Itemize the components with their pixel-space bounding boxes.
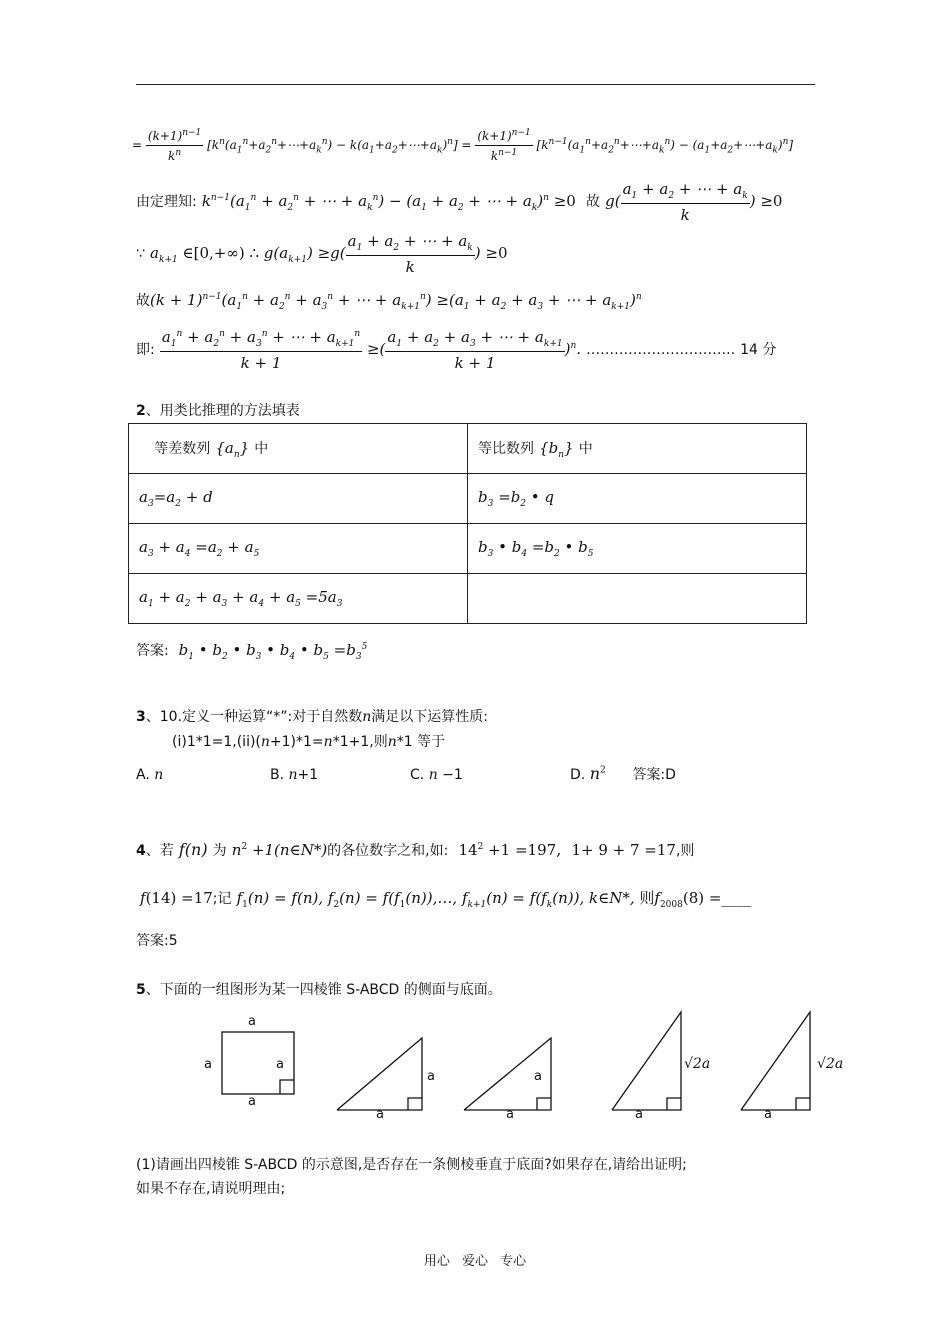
proof-line-5-score: 14 分 — [740, 342, 777, 358]
q3-answer: 答案:D — [632, 767, 676, 783]
triangle-3-right-angle — [667, 1098, 681, 1110]
label-tri1-base: a — [376, 1107, 384, 1122]
q4-line-2: f(14) =17;记 $f_1(n) = f(n)$, $f_2(n)$ = $f(f_1(n)),\dots$, $f_{k+1}(n) = f(f_k(n))$, k∈N*, 则$f_{2008}(8)$ =____ — [140, 889, 752, 910]
label-tri1-side: a — [427, 1069, 435, 1084]
table-cell: $a_1 + a_2 + a_3 + a_4 + a_5 =5a_3$ — [129, 574, 468, 624]
page-footer: 用心 爱心 专心 — [423, 1254, 527, 1269]
q5-title: 5、下面的一组图形为某一四棱锥 S-ABCD 的侧面与底面。 — [136, 982, 502, 998]
table-row — [129, 524, 807, 574]
square-right-angle — [280, 1080, 294, 1094]
q2-title-text: 、用类比推理的方法填表 — [145, 403, 300, 419]
option-a: A. n — [136, 767, 164, 783]
label-tri4-base: a — [764, 1107, 772, 1122]
table-cell: $b_3$ • $b_4 =b_2$ • $b_5$ — [468, 524, 807, 574]
table-cell: $a_3 + a_4 =a_2 + a_5$ — [129, 524, 468, 574]
proof-line-2: 由定理知: $k^{n-1}(a_1^n + a_2^n$ + ⋯ + $a_k^n) - (a_1 + a_2$ + ⋯ + $a_k)^n \ge 0$ 故 g( $\frac{a_1 + a_2 + \cdots + a_k}{k}$ ) ≥0 — [136, 180, 783, 224]
table-row — [129, 574, 807, 624]
label-tri4-sqrt2a: √2a — [817, 1056, 844, 1072]
table-cell: $b_3 =b_2$ • q — [468, 474, 807, 524]
label-square-top: a — [248, 1014, 256, 1029]
triangle-4-right-angle — [796, 1098, 810, 1110]
q3-conditions: (i)1*1=1,(ii)(n+1)*1=n*1+1,则n*1 等于 — [172, 734, 446, 750]
table-cell: $a_3=a_2 + d$ — [129, 474, 468, 524]
table-row — [129, 474, 807, 524]
q2-title — [136, 400, 300, 420]
proof-line-1: = $\frac{(k+1)^{n-1}}{k^n}$ [$k^n(a_1^n+a_2^n+\cdots+a_k^n)$ − $k(a_1+a_2+\cdots+a_k)^n$] = $\frac{(k+1)^{n-1}}{k^{n-1}}$ [$k^{n-1}(a_1^n+a_2^n+\cdots+a_k^n)$ − $(a_1+a_2+\cdots+a_k)^n$] — [132, 128, 794, 163]
label-tri2-side: a — [534, 1069, 542, 1084]
label-tri3-base: a — [635, 1107, 643, 1122]
header-rule — [136, 84, 815, 85]
proof-line-4-lead: 故 — [136, 293, 150, 309]
triangle-2-right-angle — [537, 1098, 551, 1110]
proof-line-5-dots: ………………………….. — [586, 342, 736, 358]
label-square-bottom: a — [248, 1094, 256, 1109]
label-tri3-sqrt2a: √2a — [684, 1056, 711, 1072]
table-cell-empty — [468, 574, 807, 624]
q2-answer: 答案: $b_1$ • $b_2$ • $b_3$ • $b_4$ • $b_5 =b_3^5$ — [136, 641, 368, 662]
proof-line-3: ∵ $a_{k+1}$ ∈[0,+∞) ∴ $g(a_{k+1}) \ge g$( $\frac{a_1 + a_2 + \cdots + a_k}{k}$ ) ≥0 — [136, 232, 508, 276]
proof-line-5-lead: 即: — [136, 342, 155, 358]
q5-sub1-line2: 如果不存在,请说明理由; — [136, 1181, 286, 1197]
proof-line-3-lead: ∵ — [136, 246, 145, 262]
triangle-1 — [337, 1038, 422, 1110]
label-tri2-base: a — [506, 1107, 514, 1122]
option-c: C. n −1 — [410, 767, 463, 783]
option-b: B. n+1 — [270, 767, 319, 783]
q2-number: 2 — [136, 403, 146, 419]
proof-line-5: 即: $\frac{a_1^n + a_2^n + a_3^n + \cdots + a_{k+1}^n}{k + 1}$ ≥( $\frac{a_1 + a_2 + a_3 + \cdots + a_{k+1}}{k + 1}$ )$^n$. ………………………….. 14 分 — [136, 328, 777, 372]
triangle-3 — [612, 1012, 681, 1110]
table-row — [129, 424, 807, 474]
triangle-4 — [741, 1012, 810, 1110]
proof-line-4: 故$(k + 1)^{n-1}(a_1^n + a_2^n + a_3^n$ + ⋯ + $a_{k+1}^n) \ge(a_1 + a_2 + a_3$ + ⋯ + $a_{k+1})^n$ — [136, 291, 642, 312]
q3-title: 3、10.定义一种运算“*”:对于自然数n满足以下运算性质: — [136, 709, 488, 725]
q4-line-1: 4、若 f(n) 为 $n^2$ +1(n∈N*)的各位数字之和,如: $14^2 +1 =197$, 1+ 9 + 7 =17,则 — [136, 840, 695, 859]
q4-answer: 答案:5 — [136, 933, 178, 949]
q3-options — [136, 767, 163, 783]
triangle-1-right-angle — [408, 1098, 422, 1110]
table-head-right: 等比数列 $\{b_n\}$ 中 — [468, 424, 807, 474]
label-square-left: a — [204, 1057, 212, 1072]
analogy-table — [128, 423, 807, 624]
proof-line-2-tail: 故 — [586, 194, 601, 210]
table-head-left: 等差数列 $\{a_n\}$ 中 — [129, 424, 468, 474]
proof-line-2-lead: 由定理知: — [136, 194, 197, 210]
pyramid-figures — [190, 1010, 850, 1125]
label-square-right: a — [276, 1057, 284, 1072]
option-d: D. $n^2$ 答案:D — [570, 764, 676, 783]
q5-sub1-line1: (1)请画出四棱锥 S-ABCD 的示意图,是否存在一条侧棱垂直于底面?如果存在,请给出证明; — [136, 1157, 687, 1173]
